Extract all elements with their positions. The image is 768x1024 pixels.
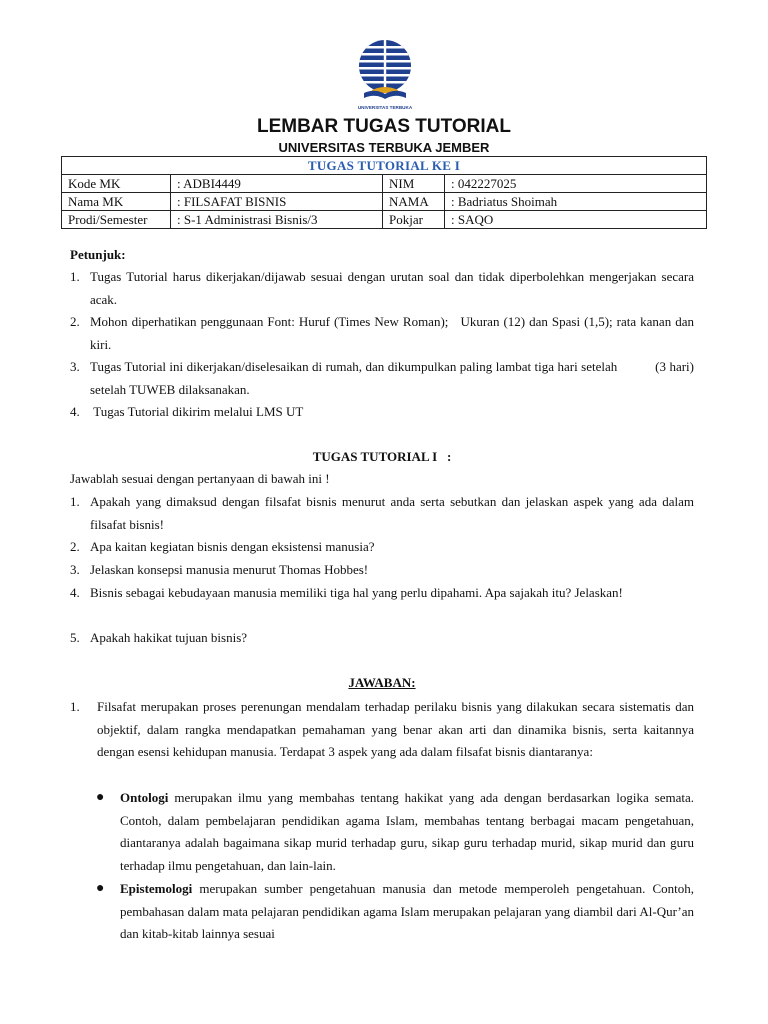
list-text: Tugas Tutorial dikirim melalui LMS UT: [90, 404, 304, 419]
list-number: 2.: [70, 314, 80, 329]
tugas-heading: TUGAS TUTORIAL I :: [312, 449, 452, 464]
list-text: Apa kaitan kegiatan bisnis dengan eksistensi manusia?: [90, 539, 375, 554]
universitas-terbuka-logo: [350, 38, 420, 114]
table-cell: Prodi/Semester: [62, 211, 171, 229]
table-cell: : ADBI4449: [171, 175, 383, 193]
bullet-term: Epistemologi: [120, 881, 193, 896]
list-number: 1.: [70, 699, 80, 714]
table-cell: NAMA: [383, 193, 445, 211]
list-number: 4.: [70, 404, 80, 419]
list-text: Filsafat merupakan proses perenungan mendalam terhadap perilaku bisnis yang dilakukan secara sistematis dan objektif, dalam rangka mendapatkan pemahaman yang benar akan arti dan dinamika bisnis, serta kaitannya dengan esensi kehidupan manusia. Terdapat 3 aspek yang ada dalam filsafat bisnis diantaranya:: [97, 699, 694, 759]
document-title: LEMBAR TUGAS TUTORIAL: [256, 116, 512, 137]
table-cell: Kode MK: [62, 175, 171, 193]
list-text: Bisnis sebagai kebudayaan manusia memiliki tiga hal yang perlu dipahami. Apa sajakah itu? Jelaskan!: [90, 585, 623, 600]
list-number: 4.: [70, 585, 80, 600]
bullet-term: Ontologi: [120, 790, 169, 805]
answer-item: [70, 696, 694, 764]
list-number: 5.: [70, 630, 80, 645]
answer-bullet: [96, 878, 694, 946]
petunjuk-item: [70, 266, 694, 311]
petunjuk-item: [70, 356, 698, 401]
question-item: [70, 536, 694, 559]
list-number: 1.: [70, 269, 80, 284]
bullet-text: [96, 787, 694, 877]
petunjuk-item: [70, 311, 698, 356]
list-text: Jelaskan konsepsi manusia menurut Thomas Hobbes!: [90, 562, 369, 577]
petunjuk-heading: Petunjuk:: [70, 247, 126, 262]
logo-caption: UNIVERSITAS TERBUKA: [357, 105, 413, 110]
list-text: Apakah yang dimaksud dengan filsafat bisnis menurut anda serta sebutkan dan jelaskan aspek yang ada dalam filsafat bisnis!: [90, 494, 694, 532]
table-heading-row: [62, 157, 707, 175]
petunjuk-item: [70, 401, 694, 424]
table-cell: : Badriatus Shoimah: [445, 193, 707, 211]
tutorial-info-table: [61, 156, 707, 229]
list-text: Tugas Tutorial ini dikerjakan/diselesaikan di rumah, dan dikumpulkan paling lambat tiga hari setelah (3 hari) setelah TUWEB dilaksanakan.: [90, 359, 698, 397]
tugas-intro: Jawablah sesuai dengan pertanyaan di bawah ini !: [70, 471, 330, 486]
table-cell: : S-1 Administrasi Bisnis/3: [171, 211, 383, 229]
bullet-body: merupakan ilmu yang membahas tentang hakikat yang ada dengan berdasarkan logika semata. Contoh, dalam pembelajaran pendidikan agama Islam, membahas tentang berbagai macam pengetahuan, diantaranya adalah bagaimana sikap murid terhadap guru, sikap guru terhadap murid, sikap murid dan guru terhadap ilmu pengetahuan, dan lain-lain.: [120, 790, 694, 873]
table-cell: Pokjar: [383, 211, 445, 229]
question-item: [70, 582, 694, 605]
table-cell: : 042227025: [445, 175, 707, 193]
bullet-body: merupakan sumber pengetahuan manusia dan metode memperoleh pengetahuan. Contoh, pembahasan dalam mata pelajaran pendidikan agama Islam merupakan pelajaran yang diambil dari Al-Qur’an dan kitab-kitab lainnya sesuai: [120, 881, 694, 941]
bullet-icon: ●: [96, 881, 105, 896]
bullet-text: [96, 878, 694, 946]
document-subtitle: UNIVERSITAS TERBUKA JEMBER: [278, 140, 490, 155]
jawaban-heading: JAWABAN:: [348, 675, 416, 690]
question-item: [70, 627, 694, 650]
list-number: 1.: [70, 494, 80, 509]
list-text: Mohon diperhatikan penggunaan Font: Huruf (Times New Roman); Ukuran (12) dan Spasi (1,5); rata kanan dan kiri.: [90, 314, 698, 352]
table-heading: TUGAS TUTORIAL KE I: [62, 157, 707, 175]
table-row: [62, 193, 707, 211]
question-item: [70, 559, 694, 582]
table-row: [62, 175, 707, 193]
list-number: 3.: [70, 359, 80, 374]
list-text: Apakah hakikat tujuan bisnis?: [90, 630, 248, 645]
table-cell: Nama MK: [62, 193, 171, 211]
table-row: [62, 211, 707, 229]
table-cell: NIM: [383, 175, 445, 193]
question-item: [70, 491, 694, 536]
list-number: 2.: [70, 539, 80, 554]
answer-bullet: [96, 787, 694, 877]
bullet-icon: ●: [96, 790, 105, 805]
table-cell: : SAQO: [445, 211, 707, 229]
list-number: 3.: [70, 562, 80, 577]
list-text: Tugas Tutorial harus dikerjakan/dijawab sesuai dengan urutan soal dan tidak diperbolehkan mengerjakan secara acak.: [90, 269, 694, 307]
table-cell: : FILSAFAT BISNIS: [171, 193, 383, 211]
